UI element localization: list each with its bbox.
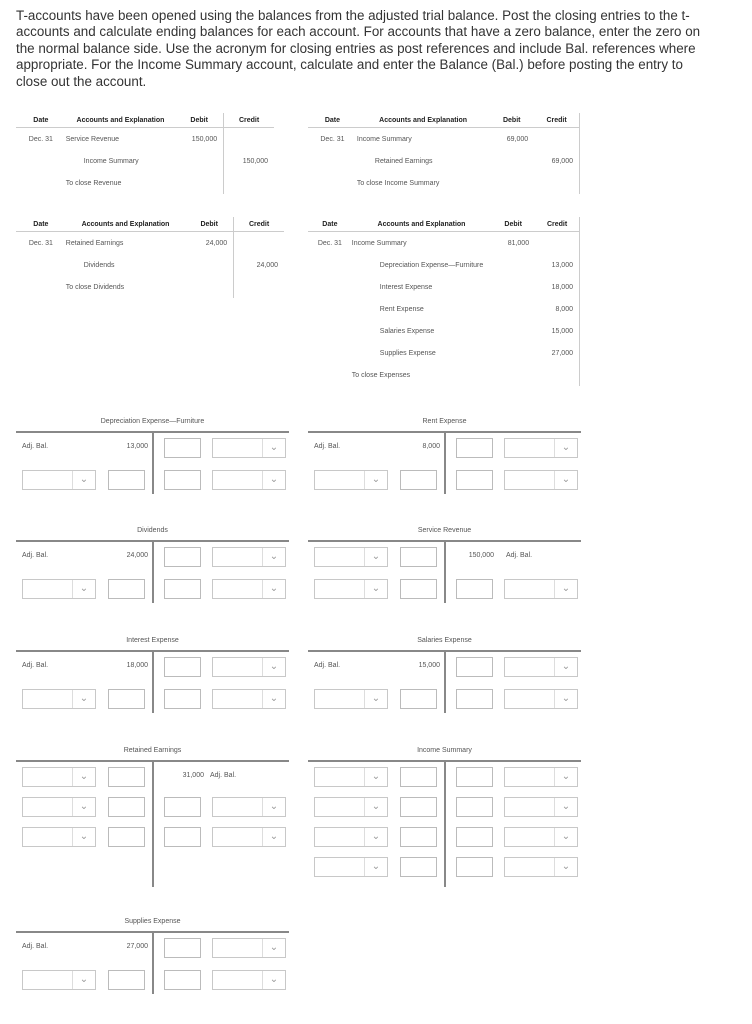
credit-ref-select[interactable] xyxy=(212,438,286,458)
credit-account: Retained Earnings xyxy=(374,157,433,165)
credit-ref-select[interactable] xyxy=(504,827,578,847)
credit-amount-input[interactable] xyxy=(456,470,493,490)
debit-ref-select[interactable] xyxy=(22,470,96,490)
row-label: Adj. Bal. xyxy=(22,443,49,450)
explanation: To close Income Summary xyxy=(356,179,440,187)
debit-amount-input[interactable] xyxy=(108,797,145,817)
col-date: Date xyxy=(16,113,66,128)
credit-amount-input[interactable] xyxy=(164,438,201,458)
credit-amount-input[interactable] xyxy=(164,970,201,990)
col-date: Date xyxy=(308,217,352,232)
debit-amount-input[interactable] xyxy=(400,689,437,709)
t-account-depreciation xyxy=(16,418,289,498)
entry-date: Dec. 31 xyxy=(317,239,342,247)
credit-amount-input[interactable] xyxy=(164,547,201,567)
row-amount: 15,000 xyxy=(418,662,440,669)
chevron-down-icon: ⌄ xyxy=(72,580,95,598)
chevron-down-icon: ⌄ xyxy=(262,548,285,566)
t-account-supplies xyxy=(16,918,289,998)
credit-ref-select[interactable] xyxy=(212,938,286,958)
explanation: To close Expenses xyxy=(351,371,411,379)
credit-ref-select[interactable] xyxy=(212,827,286,847)
debit-amount-input[interactable] xyxy=(108,689,145,709)
credit-amount: 18,000 xyxy=(535,276,579,298)
debit-amount-input[interactable] xyxy=(400,827,437,847)
credit-account: Depreciation Expense—Furniture xyxy=(379,261,484,269)
t-account-row xyxy=(16,936,289,960)
chevron-down-icon: ⌄ xyxy=(554,690,577,708)
debit-account: Service Revenue xyxy=(65,135,120,143)
row-amount: 8,000 xyxy=(422,443,440,450)
col-debit: Debit xyxy=(491,217,535,232)
t-account-row xyxy=(308,825,581,849)
credit-ref-select[interactable] xyxy=(504,579,578,599)
col-credit: Credit xyxy=(224,113,274,128)
row-label: Adj. Bal. xyxy=(210,772,237,779)
debit-ref-select[interactable] xyxy=(314,827,388,847)
row-amount: 13,000 xyxy=(126,443,148,450)
t-account-row xyxy=(308,436,581,460)
t-account-row xyxy=(16,468,289,492)
t-account-title: Depreciation Expense—Furniture xyxy=(100,418,205,425)
t-account-row xyxy=(16,687,289,711)
t-account-row xyxy=(308,765,581,789)
row-label: Adj. Bal. xyxy=(314,443,341,450)
credit-amount-input[interactable] xyxy=(456,689,493,709)
chevron-down-icon: ⌄ xyxy=(262,690,285,708)
credit-amount: 13,000 xyxy=(535,254,579,276)
credit-amount-input[interactable] xyxy=(456,827,493,847)
chevron-down-icon: ⌄ xyxy=(554,768,577,786)
chevron-down-icon: ⌄ xyxy=(72,768,95,786)
row-amount: 24,000 xyxy=(126,552,148,559)
chevron-down-icon: ⌄ xyxy=(554,828,577,846)
t-account-title: Dividends xyxy=(137,527,168,534)
debit-account: Income Summary xyxy=(356,135,412,143)
debit-amount: 150,000 xyxy=(175,128,223,151)
entry-date: Dec. 31 xyxy=(28,135,53,143)
chevron-down-icon: ⌄ xyxy=(262,939,285,957)
debit-ref-select[interactable] xyxy=(314,579,388,599)
debit-amount-input[interactable] xyxy=(400,547,437,567)
chevron-down-icon: ⌄ xyxy=(262,471,285,489)
row-label: Adj. Bal. xyxy=(506,552,533,559)
t-account-interest xyxy=(16,637,289,717)
debit-ref-select[interactable] xyxy=(314,689,388,709)
credit-ref-select[interactable] xyxy=(504,438,578,458)
chevron-down-icon: ⌄ xyxy=(262,580,285,598)
entry-date: Dec. 31 xyxy=(28,239,53,247)
chevron-down-icon: ⌄ xyxy=(364,858,387,876)
chevron-down-icon: ⌄ xyxy=(364,548,387,566)
row-label: Adj. Bal. xyxy=(22,662,49,669)
t-account-title: Salaries Expense xyxy=(417,637,472,644)
col-credit: Credit xyxy=(234,217,284,232)
debit-ref-select[interactable] xyxy=(22,579,96,599)
debit-amount-input[interactable] xyxy=(400,579,437,599)
t-account-row xyxy=(16,655,289,679)
credit-amount-input[interactable] xyxy=(456,657,493,677)
t-account-title: Retained Earnings xyxy=(123,747,182,754)
debit-amount: 24,000 xyxy=(185,232,233,255)
credit-account: Rent Expense xyxy=(379,305,424,313)
instructions: T-accounts have been opened using the balances from the adjusted trial balance. Post the closing entries to the t-accounts and calculate ending balances for each account. For accounts that have a zero balance, enter the zero on the normal balance side. Use the acronym for closing entries as post references and include Bal. references where appropriate. For the Income Summary account, calculate and enter the Balance (Bal.) before posting the entry to close out the account. xyxy=(16,8,701,89)
credit-ref-select[interactable] xyxy=(212,547,286,567)
t-account-row xyxy=(308,577,581,601)
chevron-down-icon: ⌄ xyxy=(72,828,95,846)
t-account-row xyxy=(16,436,289,460)
chevron-down-icon: ⌄ xyxy=(364,580,387,598)
debit-ref-select[interactable] xyxy=(22,689,96,709)
chevron-down-icon: ⌄ xyxy=(262,439,285,457)
t-account-dividends xyxy=(16,527,289,607)
credit-amount: 8,000 xyxy=(535,298,579,320)
debit-ref-select[interactable] xyxy=(314,767,388,787)
t-account-row xyxy=(308,687,581,711)
journal-entry-close-expenses xyxy=(308,217,580,386)
chevron-down-icon: ⌄ xyxy=(72,798,95,816)
t-account-rent xyxy=(308,418,581,498)
credit-amount-input[interactable] xyxy=(164,579,201,599)
chevron-down-icon: ⌄ xyxy=(364,690,387,708)
row-amount: 150,000 xyxy=(468,552,494,559)
credit-amount-input[interactable] xyxy=(456,438,493,458)
credit-amount-input[interactable] xyxy=(456,767,493,787)
debit-amount-input[interactable] xyxy=(400,857,437,877)
debit-amount-input[interactable] xyxy=(108,767,145,787)
debit-ref-select[interactable] xyxy=(22,767,96,787)
credit-ref-select[interactable] xyxy=(212,470,286,490)
t-account-retained-earnings xyxy=(16,747,289,887)
credit-account: Dividends xyxy=(83,261,115,269)
credit-amount-input[interactable] xyxy=(164,657,201,677)
chevron-down-icon: ⌄ xyxy=(554,798,577,816)
chevron-down-icon: ⌄ xyxy=(554,471,577,489)
t-account-row xyxy=(308,655,581,679)
explanation: To close Revenue xyxy=(65,179,122,187)
debit-amount-input[interactable] xyxy=(108,970,145,990)
col-accounts: Accounts and Explanation xyxy=(66,217,186,232)
chevron-down-icon: ⌄ xyxy=(262,658,285,676)
t-account-title: Rent Expense xyxy=(422,418,467,425)
row-label: Adj. Bal. xyxy=(22,943,49,950)
debit-account: Income Summary xyxy=(351,239,407,247)
credit-account: Interest Expense xyxy=(379,283,433,291)
credit-account: Supplies Expense xyxy=(379,349,436,357)
credit-ref-select[interactable] xyxy=(504,689,578,709)
debit-amount: 81,000 xyxy=(507,239,530,247)
debit-ref-select[interactable] xyxy=(314,797,388,817)
t-account-row xyxy=(16,825,289,849)
chevron-down-icon: ⌄ xyxy=(554,858,577,876)
debit-amount-input[interactable] xyxy=(108,470,145,490)
credit-amount-input[interactable] xyxy=(164,797,201,817)
credit-amount-input[interactable] xyxy=(164,827,201,847)
debit-ref-select[interactable] xyxy=(22,970,96,990)
col-date: Date xyxy=(308,113,357,128)
t-account-row xyxy=(308,795,581,819)
t-account-row xyxy=(16,795,289,819)
row-amount: 18,000 xyxy=(126,662,148,669)
debit-amount-input[interactable] xyxy=(108,579,145,599)
debit-ref-select[interactable] xyxy=(22,797,96,817)
credit-amount: 27,000 xyxy=(535,342,579,364)
credit-amount-input[interactable] xyxy=(164,470,201,490)
credit-account: Salaries Expense xyxy=(379,327,435,335)
debit-amount-input[interactable] xyxy=(108,827,145,847)
credit-amount-input[interactable] xyxy=(164,689,201,709)
credit-amount-input[interactable] xyxy=(164,938,201,958)
t-account-row xyxy=(16,765,289,789)
debit-amount-input[interactable] xyxy=(400,797,437,817)
credit-amount: 69,000 xyxy=(534,150,579,172)
chevron-down-icon: ⌄ xyxy=(364,768,387,786)
t-account-row xyxy=(308,468,581,492)
chevron-down-icon: ⌄ xyxy=(262,971,285,989)
debit-ref-select[interactable] xyxy=(314,857,388,877)
col-accounts: Accounts and Explanation xyxy=(352,217,491,232)
credit-amount-input[interactable] xyxy=(456,579,493,599)
chevron-down-icon: ⌄ xyxy=(554,580,577,598)
t-account-row xyxy=(16,577,289,601)
row-label: Adj. Bal. xyxy=(314,662,341,669)
credit-ref-select[interactable] xyxy=(504,857,578,877)
t-account-row xyxy=(308,545,581,569)
debit-amount-input[interactable] xyxy=(400,470,437,490)
t-account-row xyxy=(16,968,289,992)
journal-entry-close-revenue xyxy=(16,113,274,194)
chevron-down-icon: ⌄ xyxy=(72,690,95,708)
debit-ref-select[interactable] xyxy=(314,470,388,490)
credit-ref-select[interactable] xyxy=(212,579,286,599)
t-account-title: Income Summary xyxy=(417,747,472,754)
row-label: Adj. Bal. xyxy=(22,552,49,559)
chevron-down-icon: ⌄ xyxy=(364,471,387,489)
chevron-down-icon: ⌄ xyxy=(72,471,95,489)
t-account-row xyxy=(308,855,581,879)
credit-account: Income Summary xyxy=(83,157,139,165)
credit-ref-select[interactable] xyxy=(212,657,286,677)
debit-amount: 69,000 xyxy=(506,135,529,143)
col-date: Date xyxy=(16,217,66,232)
credit-ref-select[interactable] xyxy=(504,470,578,490)
col-credit: Credit xyxy=(534,113,579,128)
chevron-down-icon: ⌄ xyxy=(554,439,577,457)
t-account-title: Interest Expense xyxy=(126,637,179,644)
debit-amount-input[interactable] xyxy=(400,767,437,787)
credit-ref-select[interactable] xyxy=(212,970,286,990)
journal-entry-close-dividends xyxy=(16,217,284,298)
debit-ref-select[interactable] xyxy=(22,827,96,847)
credit-ref-select[interactable] xyxy=(504,657,578,677)
chevron-down-icon: ⌄ xyxy=(262,828,285,846)
debit-ref-select[interactable] xyxy=(314,547,388,567)
credit-ref-select[interactable] xyxy=(212,797,286,817)
debit-account: Retained Earnings xyxy=(65,239,124,247)
chevron-down-icon: ⌄ xyxy=(72,971,95,989)
credit-amount: 15,000 xyxy=(535,320,579,342)
col-accounts: Accounts and Explanation xyxy=(66,113,176,128)
credit-amount-input[interactable] xyxy=(456,797,493,817)
journal-entry-close-income-summary xyxy=(308,113,580,194)
explanation: To close Dividends xyxy=(65,283,125,291)
t-account-row xyxy=(16,545,289,569)
t-account-salaries xyxy=(308,637,581,717)
col-debit: Debit xyxy=(489,113,534,128)
t-account-title: Service Revenue xyxy=(417,527,472,534)
credit-ref-select[interactable] xyxy=(212,689,286,709)
t-account-service-revenue xyxy=(308,527,581,607)
col-debit: Debit xyxy=(175,113,223,128)
col-accounts: Accounts and Explanation xyxy=(357,113,489,128)
credit-amount-input[interactable] xyxy=(456,857,493,877)
credit-amount: 24,000 xyxy=(256,261,278,269)
chevron-down-icon: ⌄ xyxy=(262,798,285,816)
credit-amount: 150,000 xyxy=(242,157,268,165)
chevron-down-icon: ⌄ xyxy=(554,658,577,676)
t-account-title: Supplies Expense xyxy=(124,918,181,925)
credit-ref-select[interactable] xyxy=(504,767,578,787)
col-debit: Debit xyxy=(185,217,233,232)
entry-date: Dec. 31 xyxy=(320,135,345,143)
t-account-income-summary xyxy=(308,747,581,887)
chevron-down-icon: ⌄ xyxy=(364,828,387,846)
chevron-down-icon: ⌄ xyxy=(364,798,387,816)
row-amount: 31,000 xyxy=(182,772,204,779)
col-credit: Credit xyxy=(535,217,579,232)
row-amount: 27,000 xyxy=(126,943,148,950)
credit-ref-select[interactable] xyxy=(504,797,578,817)
